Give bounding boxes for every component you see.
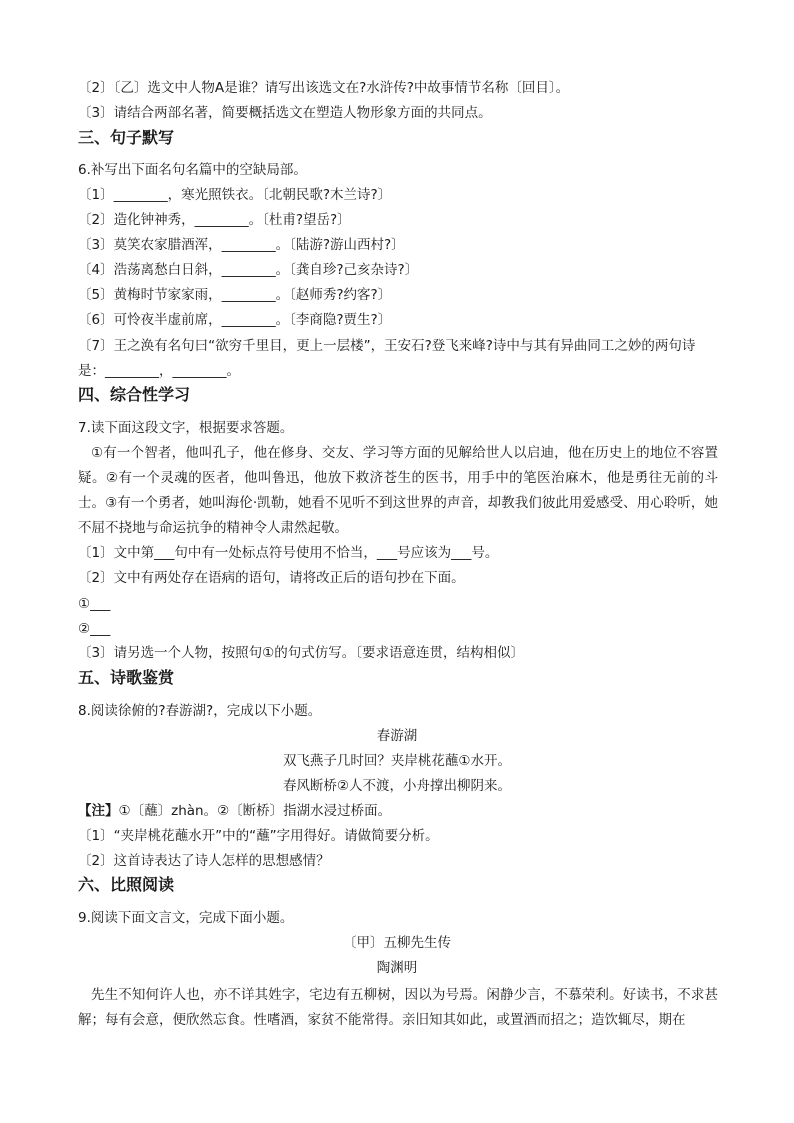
note-label: 【注】	[78, 803, 119, 819]
question-7-2: 〔2〕文中有两处存在语病的语句，请将改正后的语句抄在下面。	[78, 570, 465, 586]
poem-line-2: 春风断桥②人不渡，小舟撑出柳阴来。	[282, 778, 512, 794]
question-7-stem: 7.读下面这段文字，根据要求答题。	[78, 420, 294, 436]
section-heading-3: 三、句子默写	[78, 128, 175, 147]
question-6-6: 〔6〕可怜夜半虚前席，________。〔李商隐?贾生?〕	[78, 312, 392, 328]
section-heading-5: 五、诗歌鉴赏	[78, 668, 175, 687]
question-6-stem: 6.补写出下面名句名篇中的空缺局部。	[78, 162, 307, 178]
answer-blank-1: ①___	[78, 596, 111, 612]
note-text: ①〔蘸〕zhàn。②〔断桥〕指湖水浸过桥面。	[118, 803, 392, 819]
question-7-3: 〔3〕请另选一个人物，按照句①的句式仿写。〔要求语意连贯，结构相似〕	[78, 645, 524, 661]
question-7-passage: ①有一个智者，他叫孔子，他在修身、交友、学习等方面的见解给世人以启迪，他在历史上的地位不容置疑。②有一个灵魂的医者，他叫鲁迅，他放下救济苍生的医书，用手中的笔医治麻木，他是勇往无前的斗士。③有一个勇者，她叫海伦·凯勒，她看不见听不到这世界的声音，却教我们彼此用爱感受、用心聆听，她不屈不挠地与命运抗争的精神令人肃然起敬。	[78, 445, 718, 536]
question-6-5: 〔5〕黄梅时节家家雨，________。〔赵师秀?约客?〕	[78, 287, 392, 303]
poem-note	[78, 801, 391, 821]
question-8-2: 〔2〕这首诗表达了诗人怎样的思想感情？	[78, 853, 330, 869]
question-7-1: 〔1〕文中第___句中有一处标点符号使用不恰当，___号应该为___号。	[78, 545, 499, 561]
question-5-2: 〔2〕〔乙〕选文中人物A是谁？请写出该选文在?水浒传?中故事情节名称〔回目〕。	[78, 80, 570, 96]
classical-text-passage: 先生不知何许人也，亦不详其姓字，宅边有五柳树，因以为号焉。闲静少言，不慕荣利。好读书，不求甚解；每有会意，便欣然忘食。性嗜酒，家贫不能常得。亲旧知其如此，或置酒而招之；造饮辄尽，期在	[78, 987, 718, 1028]
question-5-3: 〔3〕请结合两部名著，简要概括选文在塑造人物形象方面的共同点。	[78, 105, 492, 121]
question-9-stem: 9.阅读下面文言文，完成下面小题。	[78, 910, 294, 926]
section-heading-4: 四、综合性学习	[78, 385, 191, 404]
text-title: 〔甲〕五柳先生传	[343, 935, 451, 951]
question-6-2: 〔2〕造化钟神秀，________。〔杜甫?望岳?〕	[78, 212, 351, 228]
poem-line-1: 双飞燕子几时回？夹岸桃花蘸①水开。	[282, 753, 512, 769]
text-author: 陶渊明	[376, 960, 418, 976]
question-8-1: 〔1〕“夹岸桃花蘸水开”中的“蘸”字用得好。请做简要分析。	[78, 828, 439, 844]
poem-title: 春游湖	[376, 728, 418, 744]
question-6-4: 〔4〕浩荡离愁白日斜，________。〔龚自珍?己亥杂诗?〕	[78, 262, 419, 278]
answer-blank-2: ②___	[78, 621, 111, 637]
question-6-7-line1: 〔7〕王之涣有名句曰“欲穷千里目，更上一层楼”，王安石?登飞来峰?诗中与其有异曲同工之妙的两句诗	[78, 338, 696, 354]
question-6-7-line2: 是：________，________。	[78, 363, 240, 379]
question-6-3: 〔3〕莫笑农家腊酒浑，________。〔陆游?游山西村?〕	[78, 237, 405, 253]
question-6-1: 〔1〕________，寒光照铁衣。〔北朝民歌?木兰诗?〕	[78, 187, 392, 203]
section-heading-6: 六、比照阅读	[78, 875, 175, 894]
question-8-stem: 8.阅读徐俯的?春游湖?，完成以下小题。	[78, 703, 322, 719]
